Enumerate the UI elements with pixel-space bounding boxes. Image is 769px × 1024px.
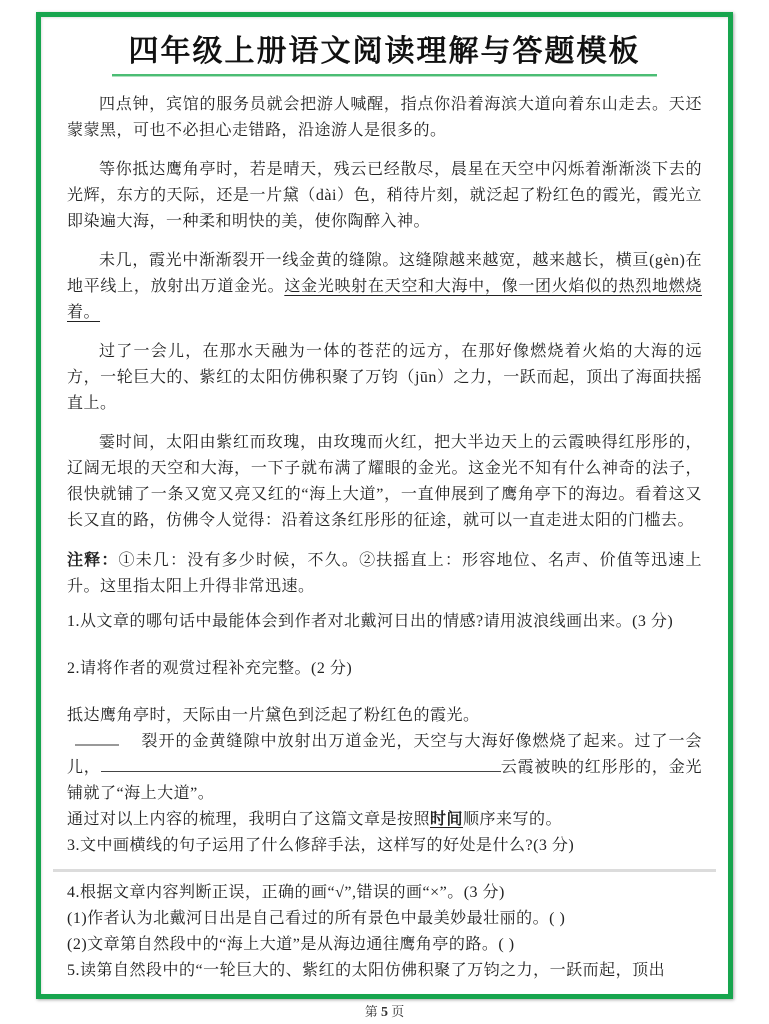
title-underline bbox=[112, 74, 657, 76]
notes-paragraph bbox=[67, 548, 702, 600]
q2-answer-keyword: 时间 bbox=[430, 811, 464, 828]
paragraph-3-underlined-sentence: 这金光映射在天空和大海中，像一团火焰似的热烈地燃烧着。 bbox=[67, 278, 702, 321]
fill-in-blank-long bbox=[101, 756, 501, 772]
q2-answer-line-2-text-b: 云霞被映的红彤彤的，金光铺就了“海上大道”。 bbox=[67, 759, 702, 802]
notes-label: 注释： bbox=[67, 552, 119, 569]
paragraph-3-plain-text: 未几，霞光中渐渐裂开一线金黄的缝隙。这缝隙越来越宽，越来越长，横亘(gèn)在地平线上，放射出万道金光。 bbox=[67, 252, 702, 295]
question-4-item-2: (2)文章第自然段中的“海上大道”是从海边通往鹰角亭的路。( ) bbox=[67, 936, 515, 953]
page-number-value: 5 bbox=[381, 1005, 388, 1020]
q2-answer-line-2 bbox=[67, 729, 702, 807]
article-paragraph-5: 霎时间，太阳由紫红而玫瑰，由玫瑰而火红，把大半边天上的云霞映得红彤彤的，辽阔无垠的天空和大海，一下子就布满了耀眼的金光。这金光不知有什么神奇的法子，很快就铺了一条又宽又亮又红的“海上大道”，一直伸展到了鹰角亭下的海边。看着这又长又直的路，仿佛令人觉得：沿着这条红彤彤的征途，就可以一直走进太阳的门槛去。 bbox=[67, 434, 702, 529]
article-paragraph-1: 四点钟，宾馆的服务员就会把游人喊醒，指点你沿着海滨大道向着东山走去。天还蒙蒙黑，可也不必担心走错路，沿途游人是很多的。 bbox=[67, 96, 702, 139]
question-2: 2.请将作者的观赏过程补充完整。(2 分) bbox=[67, 660, 353, 677]
page-number-suffix: 页 bbox=[388, 1004, 405, 1019]
page-title: 四年级上册语文阅读理解与答题模板 bbox=[128, 35, 641, 68]
page-number bbox=[0, 1001, 769, 1021]
question-1: 1.从文章的哪句话中最能体会到作者对北戴河日出的情感?请用波浪线画出来。(3 分) bbox=[67, 613, 674, 630]
question-3: 3.文中画横线的句子运用了什么修辞手法，这样写的好处是什么?(3 分) bbox=[67, 837, 575, 854]
article-paragraph-4: 过了一会儿，在那水天融为一体的苍茫的远方，在那好像燃烧着火焰的大海的远方，一轮巨大的、紫红的太阳仿佛积聚了万钧（jūn）之力，一跃而起，顶出了海面扶摇直上。 bbox=[67, 343, 702, 412]
q2-answer-line-3 bbox=[67, 807, 702, 833]
q2-answer-line-1: 抵达鹰角亭时，天际由一片黛色到泛起了粉红色的霞光。 bbox=[67, 707, 480, 724]
question-4: 4.根据文章内容判断正误，正确的画“√”,错误的画“×”。(3 分) bbox=[67, 884, 505, 901]
q2-answer-line-2-text-a: 裂开的金黄缝隙中放射出万道金光，天空与大海好像燃烧了起来。过了一会儿， bbox=[67, 733, 702, 776]
q2-answer-line-3-text-a: 通过对以上内容的梳理，我明白了这篇文章是按照 bbox=[67, 811, 431, 828]
article-paragraph-2: 等你抵达鹰角亭时，若是晴天，残云已经散尽，晨星在天空中闪烁着渐渐淡下去的光辉，东方的天际，还是一片黛（dài）色，稍待片刻，就泛起了粉红色的霞光，霞光立即染遍大海，一种柔和明快的美，使你陶醉入神。 bbox=[67, 161, 702, 230]
page-border-frame bbox=[36, 12, 733, 999]
page-number-prefix: 第 bbox=[364, 1004, 381, 1019]
fill-in-blank-short bbox=[75, 730, 119, 746]
q2-answer-line-3-text-b: 顺序来写的。 bbox=[463, 811, 563, 828]
section-divider bbox=[53, 869, 716, 872]
question-4-item-1: (1)作者认为北戴河日出是自己看过的所有景色中最美妙最壮丽的。( ) bbox=[67, 910, 566, 927]
question-5: 5.读第自然段中的“一轮巨大的、紫红的太阳仿佛积聚了万钧之力，一跃而起，顶出 bbox=[67, 962, 666, 979]
article-paragraph-3 bbox=[67, 248, 702, 326]
notes-text: ①未几：没有多少时候，不久。②扶摇直上：形容地位、名声、价值等迅速上升。这里指太阳上升得非常迅速。 bbox=[67, 552, 702, 595]
